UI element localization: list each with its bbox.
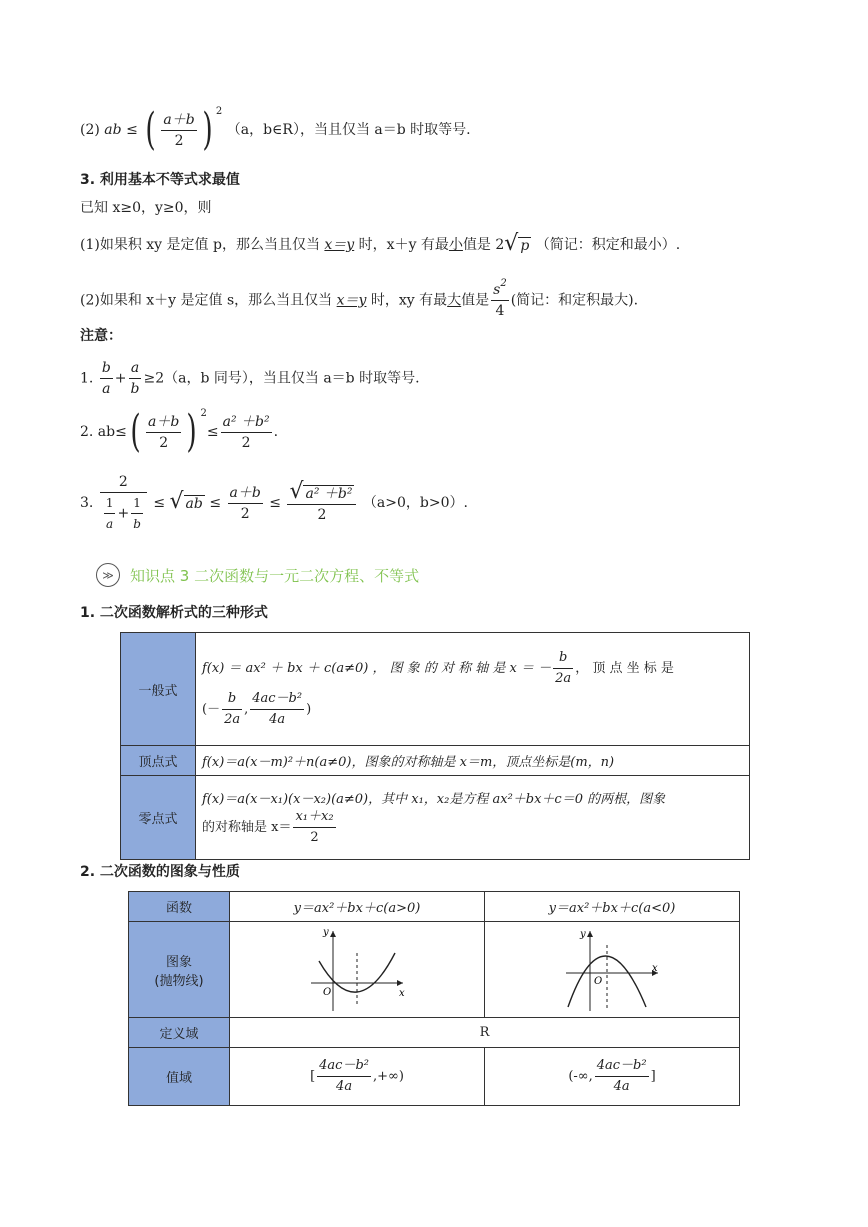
compound-fraction	[100, 472, 147, 534]
underlined-condition: x＝y	[336, 292, 367, 309]
inequality-line-2	[80, 104, 471, 155]
fraction-numerator	[287, 478, 356, 505]
note-1	[80, 358, 420, 399]
fraction	[129, 358, 142, 399]
sqrt: √ p	[504, 231, 530, 256]
fraction-denominator: a	[106, 517, 114, 531]
sqrt: √ ab	[169, 489, 203, 514]
properties-table	[128, 891, 740, 1106]
fraction-denominator: 2a	[224, 712, 241, 727]
fraction-numerator: a² ＋b²	[221, 412, 272, 433]
row-header-line: 图象	[165, 954, 192, 970]
fraction	[287, 478, 356, 525]
note-text: （a>0，b>0）.	[362, 495, 468, 511]
cell-text: 的对称轴是 x＝	[202, 819, 292, 835]
underlined-word: 大	[447, 292, 462, 309]
row-header	[129, 922, 230, 1018]
fraction-denominator: 2	[174, 132, 184, 149]
cell-text: ]	[650, 1069, 656, 1084]
item-number: (2)	[80, 122, 100, 138]
table-row	[121, 746, 750, 776]
fraction-numerator: a＋b	[228, 483, 263, 504]
fraction-denominator: 2	[317, 506, 327, 523]
known-text: 已知 x≥0，y≥0，则	[80, 200, 212, 216]
table-row	[129, 892, 740, 922]
fraction-denominator: 2	[241, 434, 251, 451]
fraction-denominator: 2a	[555, 671, 572, 686]
fraction-numerator: a	[129, 358, 142, 379]
note-2	[80, 406, 279, 457]
case-text: 时，x＋y 有最	[354, 237, 449, 253]
radicand: p	[520, 238, 530, 254]
note-text: .	[273, 424, 279, 440]
arrow-circle-icon: ≫	[96, 563, 120, 587]
table-row	[129, 1018, 740, 1048]
fraction-numerator: a＋b	[161, 110, 196, 131]
fraction-numerator: 4ac－b²	[317, 1056, 371, 1077]
fraction-numerator: 1	[104, 493, 116, 514]
plus-sign: +	[114, 370, 127, 387]
cell-text: f(x) ＝ ax² ＋ bx ＋ c(a≠0) ， 图 象 的 对 称 轴 是 x ＝ －	[202, 661, 552, 676]
table-cell	[196, 776, 750, 860]
header-cell: y＝ax²＋bx＋c(a>0)	[230, 892, 485, 922]
fraction-denominator: 4a	[336, 1079, 353, 1094]
fraction-denominator: 4a	[269, 712, 286, 727]
y-axis-label: y	[580, 928, 586, 940]
case-note: (简记：和定积最大).	[510, 292, 639, 309]
case-text: 值是 2	[462, 237, 505, 253]
case-text: 值是	[461, 292, 490, 309]
table-cell	[196, 633, 750, 746]
row-header: 顶点式	[121, 746, 196, 776]
le-sign: ≤	[153, 495, 166, 511]
knowledge-point-title: 知识点 3 二次函数与一元二次方程、不等式	[130, 566, 420, 585]
note-text: ≥2（a，b 同号），当且仅当 a＝b 时取等号.	[143, 370, 420, 387]
fraction-numerator: b	[553, 648, 573, 669]
inner-fraction	[104, 493, 116, 534]
inner-fraction	[131, 493, 143, 534]
note-title: 注意：	[80, 328, 122, 344]
condition-text: （a，b∈R），当且仅当 a＝b 时取等号.	[226, 122, 471, 138]
cell-text: f(x)＝a(x－x₁)(x－x₂)(a≠0)，其中 x₁，x₂是方程 ax²＋bx＋c＝0 的两根，图象	[202, 791, 666, 807]
cell-text: ,	[244, 702, 249, 717]
fraction-numerator: x₁＋x₂	[293, 807, 335, 828]
x-axis-label: x	[399, 987, 405, 999]
table-row	[121, 776, 750, 860]
fraction	[146, 412, 181, 453]
fraction-numerator: 4ac－b²	[250, 689, 304, 710]
exponent: 2	[500, 278, 507, 289]
fraction	[161, 110, 196, 151]
radicand: ab	[185, 496, 203, 512]
fraction	[222, 689, 242, 730]
fraction	[293, 807, 335, 848]
exponent: 2	[200, 408, 207, 419]
range-downward	[485, 1048, 740, 1106]
underlined-condition: x＝y	[324, 237, 355, 253]
fraction	[221, 412, 272, 453]
cell-text: ， 顶 点 坐 标 是	[575, 661, 674, 676]
case-note: （简记：积定和最小）.	[535, 237, 681, 253]
left-paren: (	[130, 406, 141, 457]
fraction-denominator	[100, 493, 147, 534]
row-header-line: (抛物线)	[154, 973, 204, 989]
origin-label: O	[594, 975, 603, 987]
fraction	[250, 689, 304, 730]
upward-parabola-graph	[307, 927, 407, 1013]
fraction-numerator: 2	[100, 472, 147, 493]
knowledge-point-header	[96, 560, 419, 590]
sqrt: √ a² ＋b²	[289, 478, 353, 504]
note-text: 2. ab≤	[80, 424, 127, 440]
fraction-denominator: 4	[495, 303, 505, 319]
le-sign: ≤	[126, 122, 138, 138]
fraction-numerator: 1	[131, 493, 143, 514]
fraction	[491, 280, 509, 321]
fraction-numerator: a＋b	[146, 412, 181, 433]
case-text: (1)如果积 xy 是定值 p，那么当且仅当	[80, 237, 325, 253]
numerator-text: s	[493, 282, 501, 298]
fraction-denominator: 2	[240, 505, 250, 522]
domain-value: R	[230, 1018, 740, 1048]
cell-text: (－	[202, 702, 221, 717]
fraction	[228, 483, 263, 524]
row-header: 值域	[129, 1048, 230, 1106]
note-3	[80, 472, 468, 534]
row-header: 定义域	[129, 1018, 230, 1048]
item-number: 1.	[80, 370, 94, 387]
row-header: 零点式	[121, 776, 196, 860]
header-cell: y＝ax²＋bx＋c(a<0)	[485, 892, 740, 922]
case-2	[80, 280, 638, 321]
y-axis-label: y	[323, 926, 329, 938]
x-axis-label: x	[652, 962, 658, 974]
le-sign: ≤	[269, 495, 281, 511]
row-header: 一般式	[121, 633, 196, 746]
underlined-word: 小	[448, 237, 463, 253]
fraction-numerator: b	[222, 689, 242, 710]
fraction	[553, 648, 573, 689]
table-cell: f(x)＝a(x－m)²＋n(a≠0)，图象的对称轴是 x＝m，顶点坐标是(m，n)	[196, 746, 750, 776]
exponent: 2	[215, 106, 223, 117]
radicand: a² ＋b²	[305, 485, 353, 502]
case-text: 时，xy 有最	[366, 292, 448, 309]
le-sign: ≤	[209, 495, 222, 511]
table-row	[121, 633, 750, 746]
cell-text: [	[310, 1069, 316, 1084]
forms-table	[120, 632, 750, 860]
case-1	[80, 231, 681, 256]
fraction-denominator: 2	[159, 434, 169, 451]
header-cell: 函数	[129, 892, 230, 922]
range-upward	[230, 1048, 485, 1106]
right-paren: )	[202, 104, 213, 155]
right-paren: )	[186, 406, 198, 457]
left-paren: (	[145, 104, 156, 155]
fraction	[100, 358, 113, 399]
cell-text: )	[306, 702, 312, 717]
case-text: (2)如果和 x＋y 是定值 s，那么当且仅当	[80, 292, 337, 309]
le-sign: ≤	[206, 424, 219, 440]
fraction-denominator: b	[130, 381, 140, 397]
section-title-graph: 2. 二次函数的图象与性质	[80, 864, 240, 880]
var-ab: ab	[104, 122, 122, 138]
fraction-denominator: b	[133, 517, 141, 531]
section-title-forms: 1. 二次函数解析式的三种形式	[80, 605, 268, 621]
table-row	[129, 922, 740, 1018]
fraction-numerator	[491, 280, 509, 301]
fraction	[317, 1056, 371, 1097]
cell-text: ,+∞)	[372, 1069, 404, 1084]
item-number: 3.	[80, 495, 94, 511]
fraction-denominator: 2	[310, 829, 319, 845]
fraction-denominator: a	[102, 381, 111, 397]
fraction-numerator: b	[100, 358, 113, 379]
table-row	[129, 1048, 740, 1106]
fraction	[595, 1056, 649, 1097]
plus-sign: +	[117, 505, 130, 522]
cell-text: (-∞,	[568, 1069, 593, 1084]
section-title-3: 3. 利用基本不等式求最值	[80, 172, 240, 188]
origin-label: O	[323, 986, 332, 998]
fraction-numerator: 4ac－b²	[595, 1056, 649, 1077]
fraction-denominator: 4a	[613, 1079, 630, 1094]
graph-cell-downward	[485, 922, 740, 1018]
downward-parabola-graph	[562, 927, 662, 1013]
graph-cell-upward	[230, 922, 485, 1018]
